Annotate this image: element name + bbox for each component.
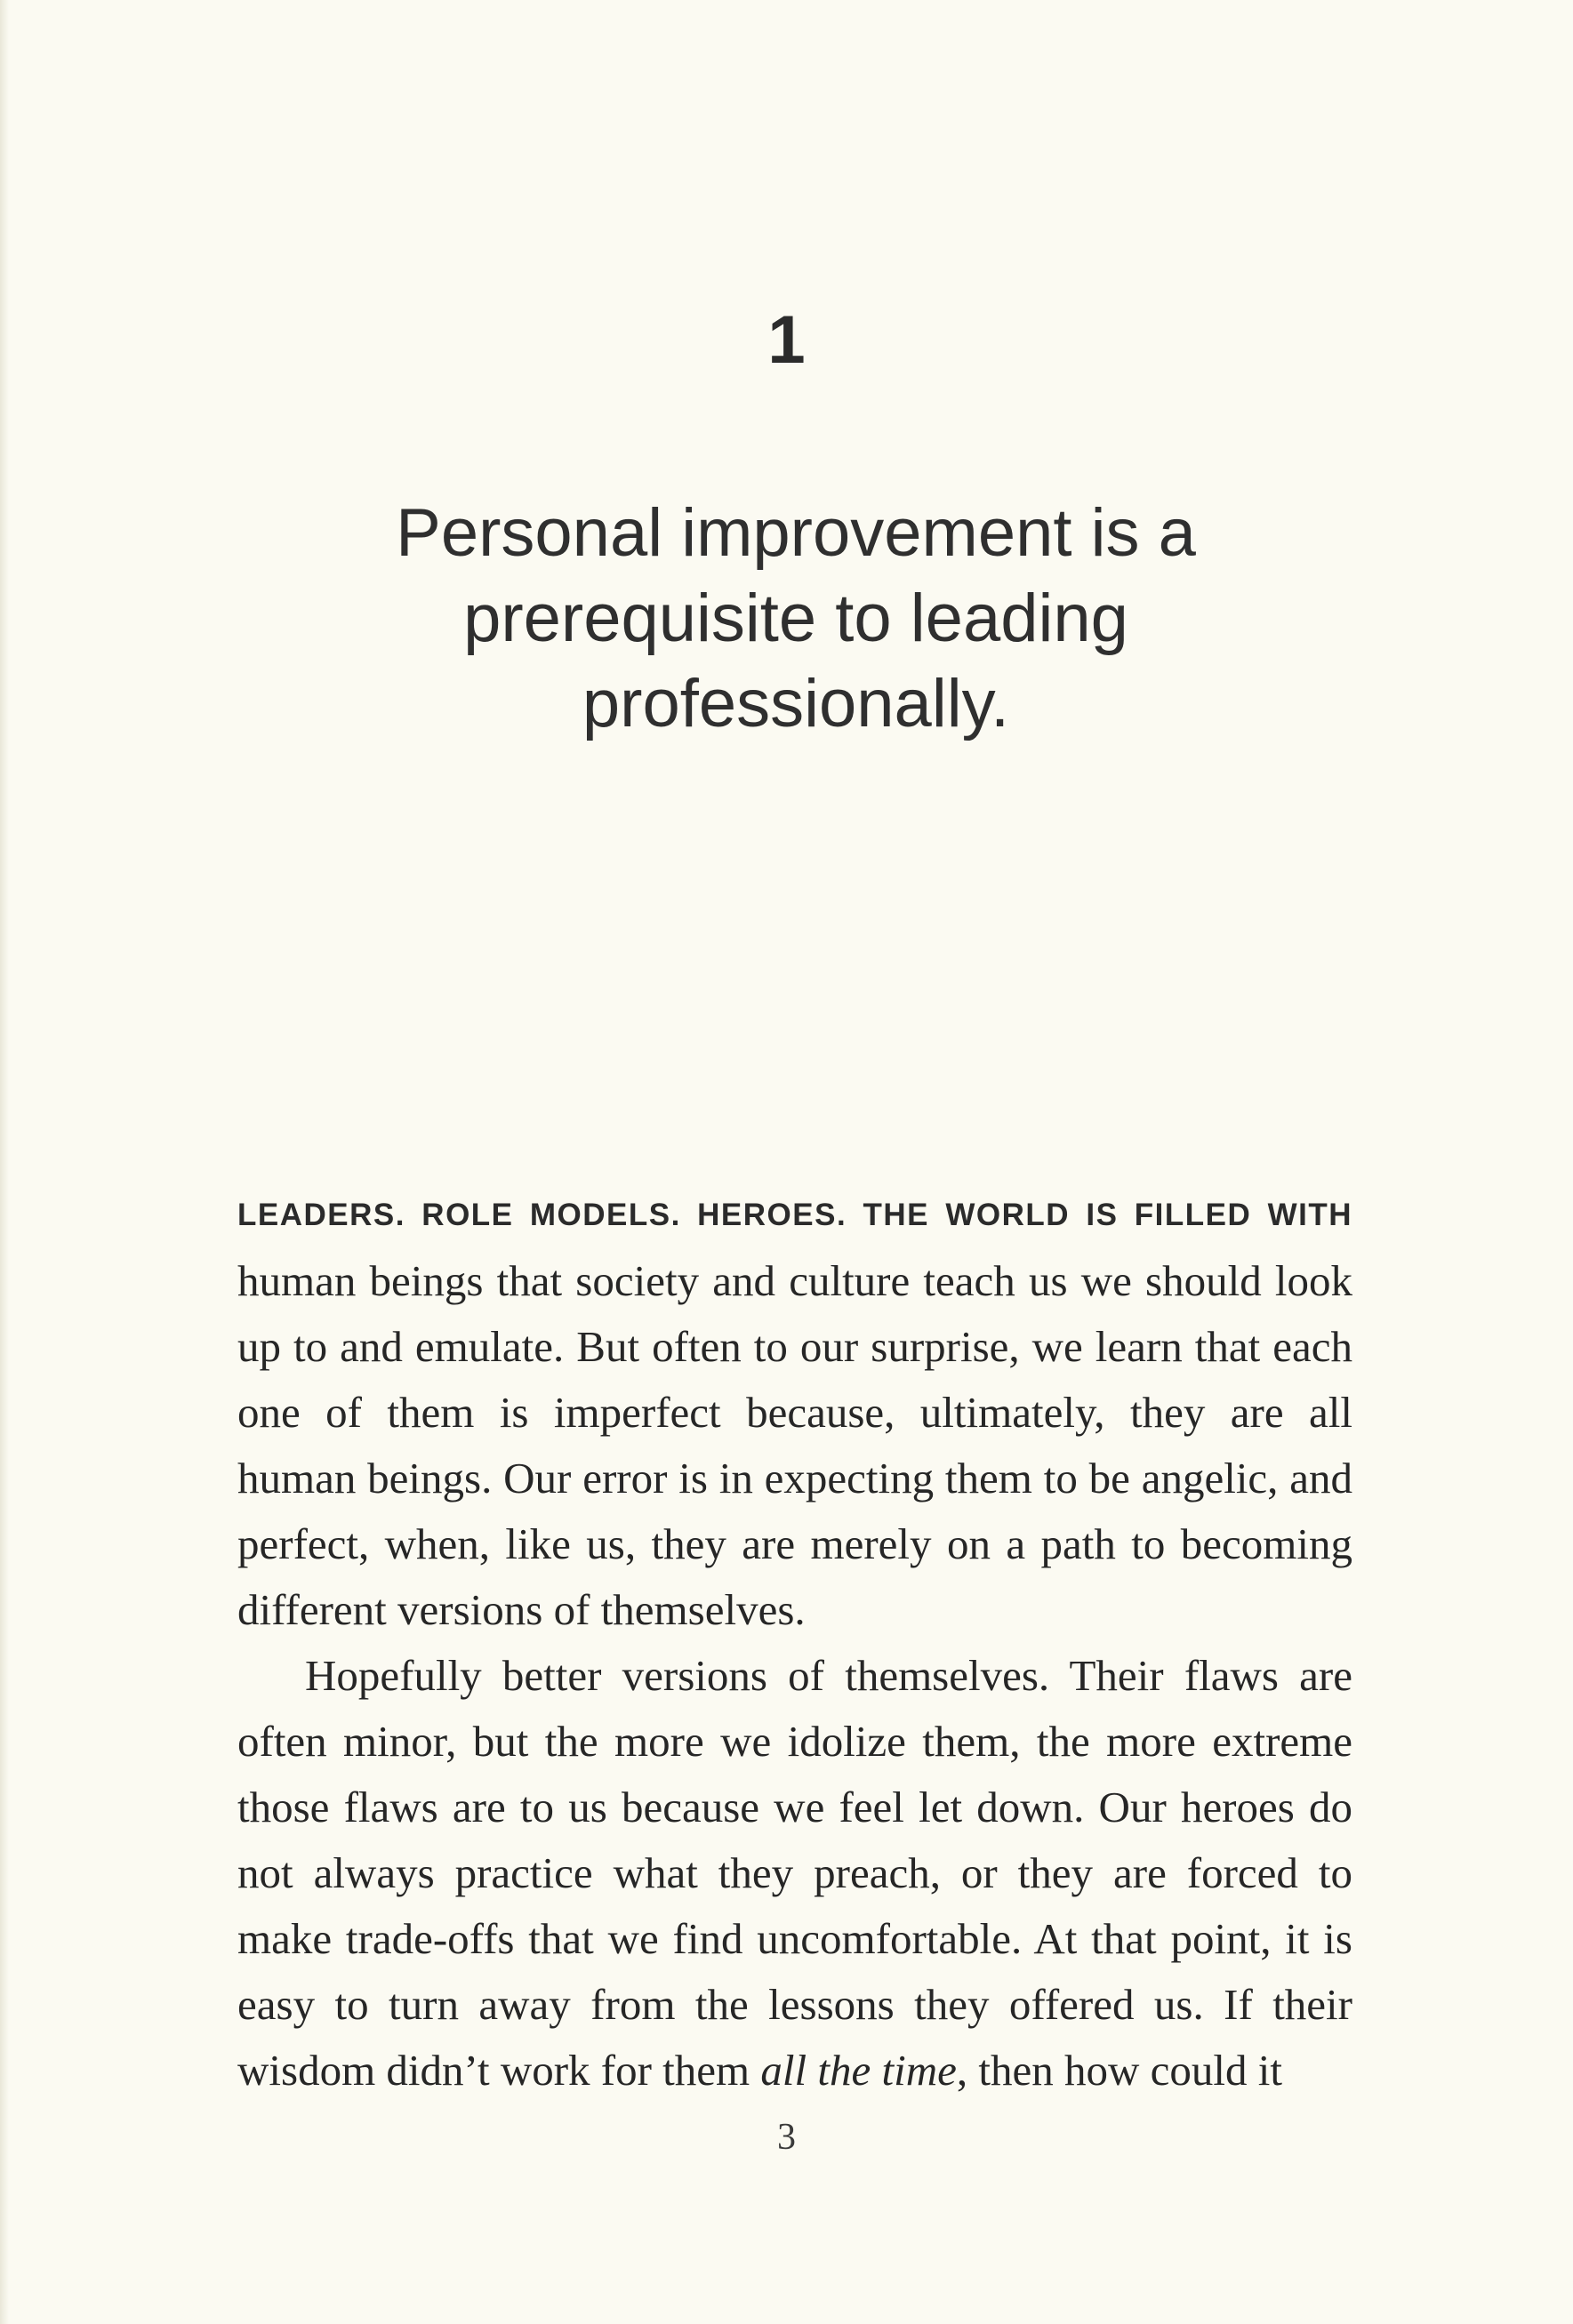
page-number: 3 xyxy=(777,2117,796,2158)
chapter-title: Personal improvement is a prerequisite to leading professionally. xyxy=(396,495,1196,741)
paragraph-2 xyxy=(237,1643,1352,2104)
paragraph-2-text-before: Hopefully better versions of themselves. Their flaws are often minor, but the more we idolize them, the more extreme those flaws are to us because we feel let down. Our heroes do not always practice what they preach, or they are forced to make trade-offs that we find uncomfortable. At that point, it is easy to turn away from the lessons they offered us. If their wisdom didn’t work for them xyxy=(237,1651,1352,2095)
chapter-number: 1 xyxy=(767,302,806,378)
lead-in-caps: LEADERS. ROLE MODELS. HEROES. THE WORLD IS FILLED WITH xyxy=(237,1198,1352,1232)
paragraph-1 xyxy=(237,1178,1352,1643)
paragraph-1-text: human beings that society and culture teach us we should look up to and emulate. But often to our surprise, we learn that each one of them is imperfect because, ultimately, they are all human beings. Our error is in expecting them to be angelic, and perfect, when, like us, they are merely on a path to becoming different versions of themselves. xyxy=(237,1256,1352,1634)
paragraph-2-emphasis: all the time xyxy=(760,2046,957,2095)
paragraph-2-text-after: , then how could it xyxy=(956,2046,1282,2095)
body-text xyxy=(237,1178,1352,2104)
